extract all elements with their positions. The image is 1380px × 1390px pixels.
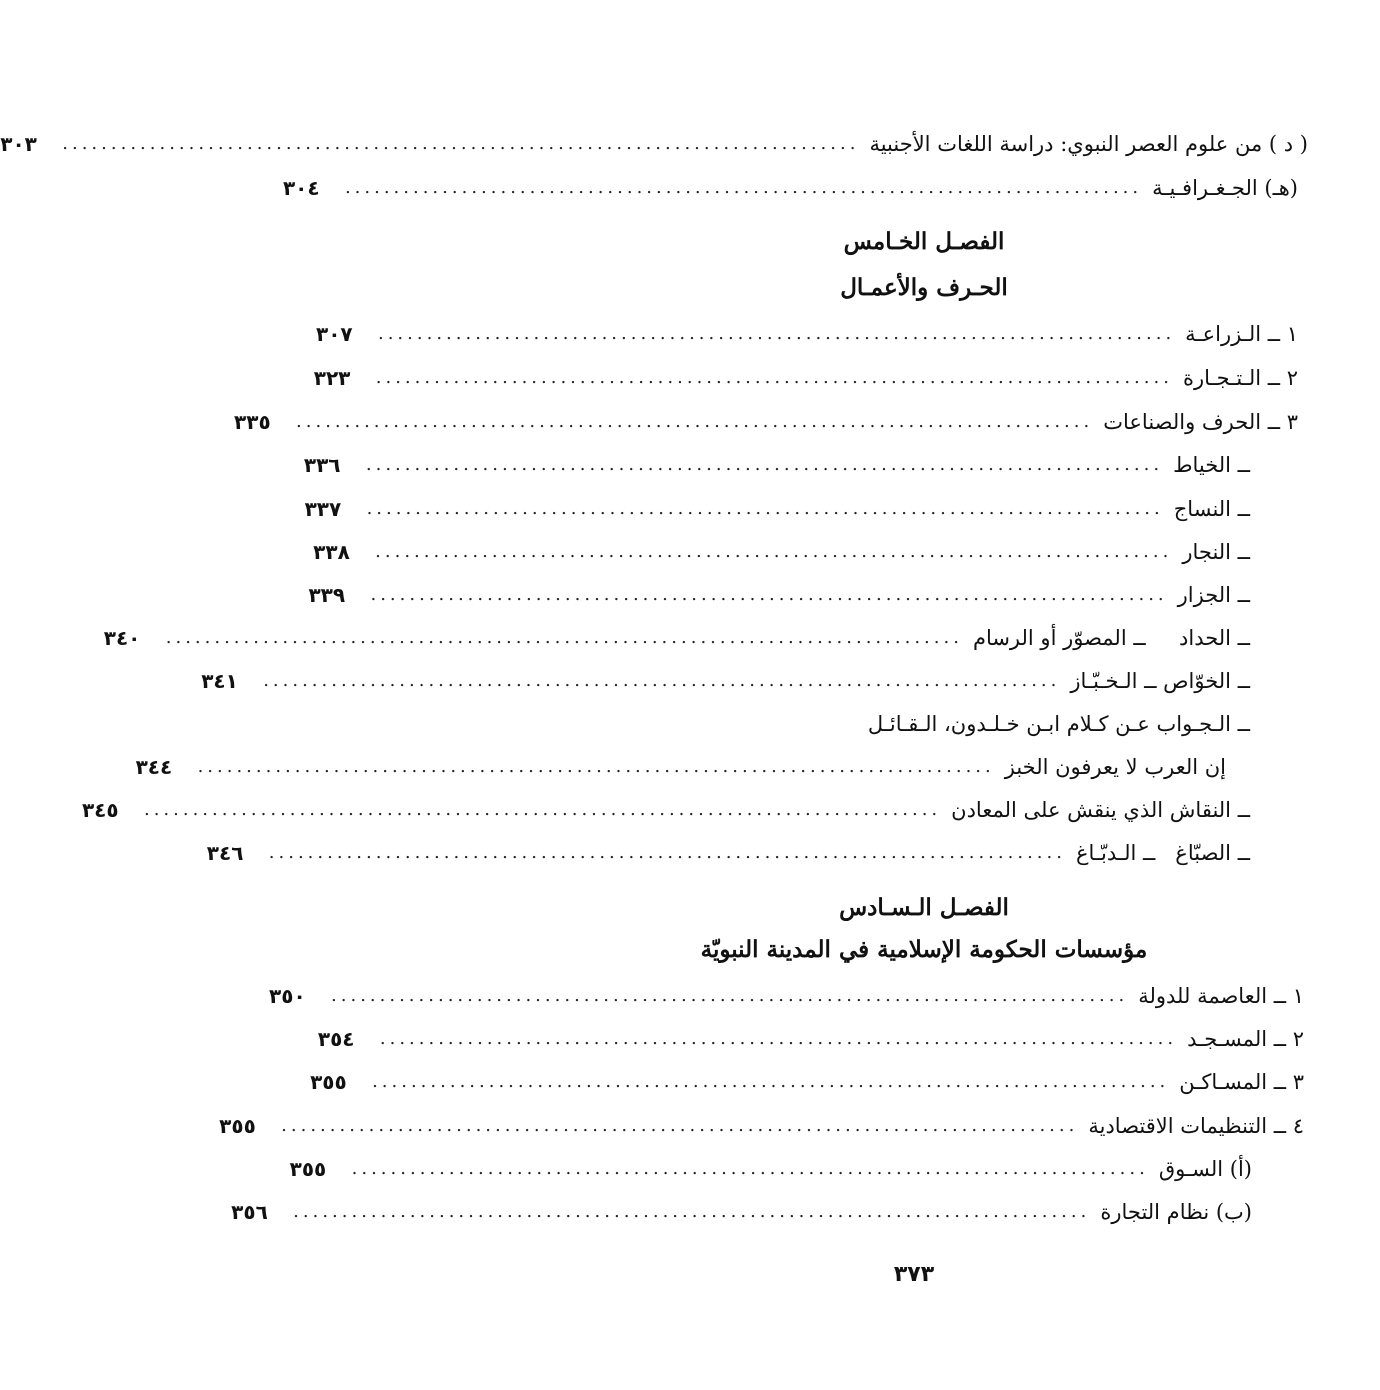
toc-entry-title: ٢ ــ المسـجـد bbox=[1187, 1027, 1304, 1051]
leader-dots: .................................................................................. bbox=[372, 1071, 1170, 1092]
leader-dots: .................................................................................. bbox=[62, 133, 860, 154]
toc-entry-page: ٣٤٦ bbox=[206, 841, 244, 865]
toc-entry[interactable] bbox=[103, 618, 1308, 658]
leader-dots: .................................................................................. bbox=[375, 367, 1173, 388]
toc-entry-title: ( د ) من علوم العصر النبوي: دراسة اللغات الأجنبية bbox=[869, 132, 1308, 156]
toc-entry-page: ٣٤٤ bbox=[135, 755, 173, 779]
toc-entry-page: ٣٥٤ bbox=[317, 1027, 355, 1051]
leader-dots: .................................................................................. bbox=[379, 1028, 1178, 1049]
toc-entry-title: ١ ــ الـزراعـة bbox=[1185, 322, 1298, 346]
leader-dots: .................................................................................. bbox=[293, 1201, 1091, 1222]
toc-entry-title: ــ النساج bbox=[1173, 497, 1250, 521]
leader-dots: .................................................................................. bbox=[165, 627, 963, 648]
toc-entry[interactable] bbox=[231, 1192, 1308, 1232]
toc-entry-title: إن العرب لا يعرفون الخبز bbox=[1004, 755, 1226, 779]
toc-entry-title: ــ الحداد ــ المصوّر أو الرسام bbox=[972, 626, 1250, 650]
toc-entry[interactable] bbox=[0, 124, 1308, 164]
leader-dots: .................................................................................. bbox=[377, 323, 1176, 344]
toc-entry[interactable] bbox=[310, 1062, 1308, 1102]
toc-entry[interactable] bbox=[317, 1019, 1308, 1059]
leader-dots: .................................................................................. bbox=[197, 756, 995, 777]
toc-entry-title: (هـ) الجـغـرافـيـة bbox=[1152, 176, 1298, 200]
toc-entry[interactable] bbox=[289, 1149, 1308, 1189]
toc-entry[interactable] bbox=[282, 168, 1308, 208]
leader-dots: .................................................................................. bbox=[366, 498, 1164, 519]
toc-entry-page: ٣٣٥ bbox=[234, 410, 271, 434]
chapter-label: الفصـل الـسـادس bbox=[839, 894, 1009, 921]
toc-entry-title: ــ الجزار bbox=[1177, 583, 1250, 607]
toc-entry[interactable] bbox=[313, 532, 1308, 572]
toc-entry[interactable] bbox=[304, 489, 1308, 529]
toc-entry-page: ٣٣٦ bbox=[303, 453, 341, 477]
toc-entry-title: (أ) السـوق bbox=[1158, 1157, 1252, 1181]
leader-dots: .................................................................................. bbox=[370, 584, 1168, 605]
toc-entry-page: ٣٥٠ bbox=[269, 984, 306, 1008]
toc-entry-title: ٣ ــ الحرف والصناعات bbox=[1103, 410, 1298, 434]
page-number: ٣٧٣ bbox=[893, 1262, 935, 1287]
toc-entry-title: ــ الـجـواب عـن كـلام ابـن خـلـدون، الـقـائـل bbox=[867, 712, 1250, 736]
toc-entry-title: ــ الخوّاص ــ الـخـبّـاز bbox=[1070, 669, 1250, 693]
leader-dots: .................................................................................. bbox=[351, 1158, 1149, 1179]
leader-dots: .................................................................................. bbox=[344, 177, 1143, 198]
leader-dots: .................................................................................. bbox=[365, 454, 1164, 475]
toc-entry[interactable] bbox=[81, 790, 1308, 830]
leader-dots: .................................................................................. bbox=[268, 842, 1066, 863]
leader-dots: .................................................................................. bbox=[296, 411, 1094, 432]
toc-entry-title: ــ الخياط bbox=[1173, 453, 1250, 477]
toc-entry-page: ٣٠٣ bbox=[0, 132, 37, 156]
toc-entry-page: ٣٤٠ bbox=[103, 626, 141, 650]
toc-entry-page: ٣٣٨ bbox=[313, 540, 350, 564]
toc-entry[interactable] bbox=[219, 1106, 1308, 1146]
toc-entry[interactable] bbox=[234, 402, 1308, 442]
toc-entry-title: ــ النقاش الذي ينقش على المعادن bbox=[951, 798, 1250, 822]
toc-entry[interactable] bbox=[308, 575, 1308, 615]
toc-entry-page: ٣٥٥ bbox=[289, 1157, 327, 1181]
toc-entry-title: ٣ ــ المسـاكـن bbox=[1179, 1070, 1304, 1094]
toc-entry-title: ــ النجار bbox=[1182, 540, 1250, 564]
toc-entry[interactable] bbox=[313, 358, 1308, 398]
toc-entry-title: (ب) نظام التجارة bbox=[1100, 1200, 1252, 1224]
chapter-title: مؤسسات الحكومة الإسلامية في المدينة النبويّة bbox=[700, 936, 1148, 963]
toc-entry[interactable] bbox=[269, 976, 1308, 1016]
toc-entry-title: ٢ ــ الـتـجـارة bbox=[1182, 366, 1298, 390]
leader-dots: .................................................................................. bbox=[331, 985, 1129, 1006]
leader-dots: .................................................................................. bbox=[375, 541, 1173, 562]
leader-dots: .................................................................................. bbox=[263, 670, 1061, 691]
toc-entry[interactable] bbox=[201, 661, 1308, 701]
toc-entry-page: ٣٠٤ bbox=[282, 176, 320, 200]
toc-entry-title: ٤ ــ التنظيمات الاقتصادية bbox=[1088, 1114, 1304, 1138]
toc-entry[interactable] bbox=[206, 833, 1308, 873]
toc-entry[interactable] bbox=[315, 314, 1308, 354]
toc-entry-page: ٣٥٦ bbox=[231, 1200, 268, 1224]
toc-entry-page: ٣٠٧ bbox=[315, 322, 353, 346]
toc-entry-page: ٣٤١ bbox=[201, 669, 238, 693]
leader-dots: .................................................................................. bbox=[143, 799, 942, 820]
toc-entry[interactable] bbox=[548, 704, 1308, 744]
toc-entry-page: ٣٣٩ bbox=[308, 583, 346, 607]
toc-entry-page: ٣٢٣ bbox=[313, 366, 351, 390]
toc-entry-page: ٣٥٥ bbox=[310, 1070, 347, 1094]
toc-entry-title: ١ ــ العاصمة للدولة bbox=[1138, 984, 1304, 1008]
chapter-title: الحـرف والأعمـال bbox=[840, 274, 1008, 301]
chapter-label: الفصـل الخـامس bbox=[843, 228, 1005, 255]
toc-entry[interactable] bbox=[303, 445, 1308, 485]
toc-entry-title: ــ الصبّاغ ــ الـدبّـاغ bbox=[1075, 841, 1250, 865]
leader-dots: .................................................................................. bbox=[281, 1115, 1079, 1136]
toc-entry[interactable] bbox=[135, 747, 1308, 787]
toc-entry-page: ٣٤٥ bbox=[81, 798, 119, 822]
toc-entry-page: ٣٣٧ bbox=[304, 497, 342, 521]
toc-entry-page: ٣٥٥ bbox=[219, 1114, 256, 1138]
